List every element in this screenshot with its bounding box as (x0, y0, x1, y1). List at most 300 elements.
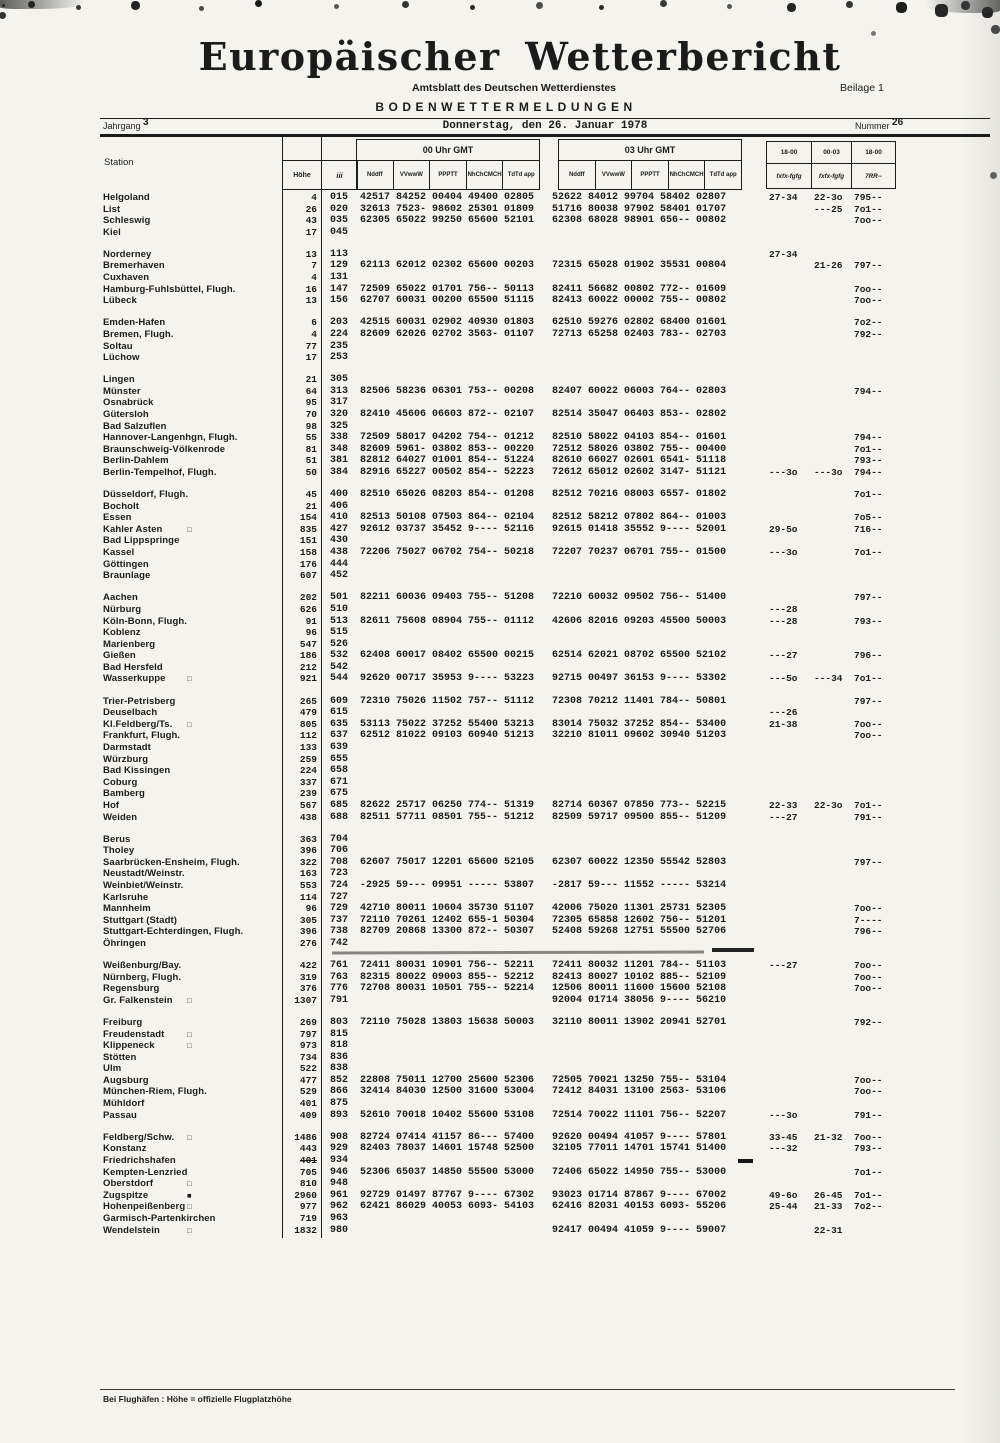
station-name: Augsburg (103, 1074, 149, 1086)
station-height: 7 (311, 260, 317, 272)
subcol-nddff: Nddff (558, 160, 596, 190)
table-row (0, 421, 1000, 433)
nummer (855, 117, 904, 132)
station-symbol: □ (187, 1225, 192, 1235)
wind-18-00: ---26 (769, 707, 798, 719)
precip-18-00: 7oo-- (854, 1086, 883, 1098)
obs-data: 203 42515 60031 02902 40930 01803 62510 59276 02802 68400 01601 (330, 317, 727, 329)
table-row (0, 1143, 1000, 1155)
wind-18-00: ---27 (769, 811, 798, 823)
precip-18-00: 793-- (854, 455, 883, 467)
wind-18-00: 49-6o (769, 1189, 798, 1201)
station-symbol: □ (187, 524, 192, 534)
wind-00-03: 21-32 (814, 1131, 843, 1143)
station-name: Stötten (103, 1051, 137, 1063)
issue-date: Donnerstag, den 26. Januar 1978 (442, 120, 648, 132)
subcolumns-03utc (558, 160, 742, 190)
station-height: 322 (299, 856, 317, 868)
wind-18-00: ---27 (769, 960, 798, 972)
precip-18-00: 7oo-- (854, 295, 883, 307)
station-height: 21 (305, 500, 317, 512)
station-height: 547 (299, 638, 317, 650)
station-height: 567 (299, 799, 317, 811)
table-row (0, 845, 1000, 857)
station-name: Köln-Bonn, Flugh. (103, 615, 188, 627)
table-row (0, 868, 1000, 880)
station-name: Weiden (103, 811, 138, 823)
station-height: 719 (299, 1212, 317, 1224)
table-row (0, 1052, 1000, 1064)
table-row (0, 650, 1000, 662)
station-height: 973 (299, 1040, 317, 1052)
station-height: 396 (299, 845, 317, 857)
station-name: Karlsruhe (103, 891, 149, 903)
obs-data: 658 (330, 765, 349, 777)
obs-data: 410 82513 50108 07503 864-- 02104 82512 58212 07802 864-- 01003 (330, 512, 727, 524)
station-symbol: □ (187, 674, 192, 684)
station-name: Cuxhaven (103, 272, 150, 284)
code-7rr: 7RR-- (852, 163, 896, 189)
table-row (0, 432, 1000, 444)
obs-data: 866 32414 84030 12500 31600 53004 72412 84031 13100 2563- 53106 (330, 1086, 727, 1098)
station-name: Hamburg-Fuhlsbüttel, Flugh. (103, 283, 236, 295)
obs-data: 980 92417 00494 41059 9---- 59007 (330, 1224, 727, 1236)
station-height: 805 (299, 718, 317, 730)
obs-data: 609 72310 75026 11502 757-- 51112 72308 70212 11401 784-- 50801 (330, 695, 727, 707)
table-row (0, 719, 1000, 731)
table-row (0, 788, 1000, 800)
station-height: 70 (305, 409, 317, 420)
station-height: 259 (299, 753, 317, 765)
station-height: 176 (299, 558, 317, 570)
station-height: 443 (299, 1143, 317, 1155)
precip-18-00: 797-- (854, 260, 883, 272)
station-height: 607 (299, 570, 317, 582)
station-name: Nürnberg, Flugh. (103, 971, 182, 983)
obs-data: 637 62512 81022 09103 60940 51213 32210 81011 09602 30940 51203 (330, 730, 727, 742)
station-block (0, 1132, 1000, 1236)
station-height: 26 (305, 203, 317, 215)
station-height: 81 (305, 443, 317, 455)
obs-data: 688 82511 57711 08501 755-- 51212 82509 59717 09500 855-- 51209 (330, 811, 727, 823)
table-row (0, 1178, 1000, 1190)
nummer-label: Nummer (855, 121, 890, 131)
wind-18-00: ---27 (769, 650, 798, 662)
station-name: Mühldorf (103, 1098, 145, 1110)
table-row (0, 489, 1000, 501)
station-name: Gütersloh (103, 409, 149, 420)
obs-data: 685 82622 25717 06250 774-- 51319 82714 60367 07850 773-- 52215 (330, 799, 727, 811)
station-name: Bad Kissingen (103, 765, 171, 777)
station-height: 95 (305, 397, 317, 409)
station-name: Regensburg (103, 983, 160, 995)
obs-data: 818 (330, 1040, 349, 1052)
table-row (0, 1098, 1000, 1110)
table-row (0, 341, 1000, 353)
precip-18-00: 7o1-- (854, 673, 883, 685)
station-height: 77 (305, 340, 317, 352)
station-name: Kl.Feldberg/Ts. (103, 718, 173, 730)
obs-data: 946 52306 65037 14850 55500 53000 72406 65022 14950 755-- 53000 (330, 1166, 727, 1178)
obs-data: 235 (330, 340, 349, 352)
station-name: Schleswig (103, 215, 151, 227)
wind-18-00: ---3o (769, 1109, 798, 1121)
station-height: 112 (299, 730, 317, 742)
station-name: Kassel (103, 547, 135, 559)
station-height: 363 (299, 833, 317, 845)
jahrgang-value: 3 (143, 117, 149, 128)
table-row (0, 227, 1000, 239)
obs-data: 325 (330, 420, 349, 432)
wind-18-00: ---28 (769, 615, 798, 627)
station-height: 276 (299, 937, 317, 949)
station-name: Stuttgart-Echterdingen, Flugh. (103, 926, 244, 938)
precip-18-00: 7oo-- (854, 983, 883, 995)
station-height: 422 (299, 960, 317, 972)
station-name: Wendelstein (103, 1224, 160, 1236)
table-row (0, 1029, 1000, 1041)
obs-data: 113 (330, 248, 349, 260)
obs-data: 544 92620 00717 35953 9---- 53223 92715 00497 36153 9---- 53302 (330, 673, 727, 685)
station-height: 13 (305, 295, 317, 307)
obs-data: 400 82510 65026 08203 854-- 01208 82512 70216 08003 6557- 01802 (330, 489, 727, 501)
table-row (0, 915, 1000, 927)
table-row (0, 1213, 1000, 1225)
precip-18-00: 794-- (854, 466, 883, 478)
obs-data: 675 (330, 788, 349, 800)
station-name: Berus (103, 833, 131, 845)
group-header-03utc (558, 139, 742, 161)
table-row (0, 742, 1000, 754)
station-symbol: □ (187, 719, 192, 729)
precip-18-00: 7o1-- (854, 1189, 883, 1201)
obs-data: 015 42517 84252 00404 49400 02805 52622 84012 99704 58402 02807 (330, 192, 727, 203)
station-name: Frankfurt, Flugh. (103, 730, 181, 742)
obs-data: 761 72411 80031 10901 756-- 52211 72411 80032 11201 784-- 51103 (330, 960, 727, 972)
obs-data: 035 62305 65022 99250 65600 52101 62308 68028 98901 656-- 00802 (330, 215, 727, 227)
table-row (0, 455, 1000, 467)
station-symbol: □ (187, 1041, 192, 1051)
station-height: 16 (305, 283, 317, 295)
station-height: 921 (299, 673, 317, 685)
station-name: Lingen (103, 374, 135, 386)
station-height: 4 (311, 328, 317, 340)
table-row (0, 1201, 1000, 1213)
table-row (0, 834, 1000, 846)
obs-data: 639 (330, 741, 349, 753)
station-table-body (0, 192, 1000, 1247)
station-name: Münster (103, 385, 141, 397)
table-row (0, 1110, 1000, 1122)
subcol-tdtd: TdTd app (705, 160, 742, 190)
station-height: 21 (305, 374, 317, 386)
station-name: Bremerhaven (103, 260, 165, 272)
table-row (0, 627, 1000, 639)
station-name: Emden-Hafen (103, 317, 166, 329)
station-block (0, 592, 1000, 685)
station-height: 797 (299, 1028, 317, 1040)
jahrgang-label: Jahrgang (103, 121, 141, 131)
wind-00-03: 22-3o (814, 192, 843, 203)
wind-18-00: ---3o (769, 466, 798, 478)
table-row (0, 467, 1000, 479)
precip-18-00: 7o1-- (854, 799, 883, 811)
wind-18-00: 22-33 (769, 799, 798, 811)
table-row (0, 272, 1000, 284)
obs-data: 724 -2925 59--- 09951 ----- 53807 -2817 59--- 11552 ----- 53214 (330, 879, 727, 891)
station-block (0, 696, 1000, 824)
obs-data: 320 82410 45606 06603 872-- 02107 82514 35047 06403 853-- 02802 (330, 409, 727, 420)
obs-data: 131 (330, 272, 349, 284)
station-name: Wasserkuppe (103, 673, 166, 685)
station-name: Norderney (103, 248, 152, 260)
obs-data: 348 82609 5961- 03802 853-- 00220 72512 58026 03802 755-- 00400 (330, 443, 727, 455)
obs-data: 156 62707 60031 00200 65500 51115 82413 60022 00002 755-- 00802 (330, 295, 727, 307)
station-name: Passau (103, 1109, 137, 1121)
precip-18-00: 7oo-- (854, 283, 883, 295)
station-name: Bremen, Flugh. (103, 328, 174, 340)
table-row (0, 295, 1000, 307)
station-height: 977 (299, 1201, 317, 1213)
station-height: 1832 (294, 1224, 317, 1236)
table-row (0, 386, 1000, 398)
station-name: Konstanz (103, 1143, 147, 1155)
table-row (0, 673, 1000, 685)
precip-18-00: 7o1-- (854, 489, 883, 501)
precip-18-00: 797-- (854, 695, 883, 707)
obs-data: 727 (330, 891, 349, 903)
station-name: Darmstadt (103, 741, 151, 753)
beilage-label: Beilage 1 (840, 82, 884, 94)
station-name: Feldberg/Schw. (103, 1131, 175, 1143)
precip-18-00: 792-- (854, 1016, 883, 1028)
station-name: Weinbiet/Weinstr. (103, 879, 184, 891)
station-height: 626 (299, 603, 317, 615)
station-block (0, 374, 1000, 478)
table-row (0, 938, 1000, 950)
table-row (0, 730, 1000, 742)
right-columns-code-headers (766, 163, 896, 189)
subcol-tdtd: TdTd app (503, 160, 540, 190)
station-height: 133 (299, 741, 317, 753)
table-row (0, 754, 1000, 766)
table-row (0, 1063, 1000, 1075)
obs-data: 501 82211 60036 09403 755-- 51208 72210 60032 09502 756-- 51400 (330, 592, 727, 604)
subcol-clouds: NhChCMCH (467, 160, 504, 190)
table-row (0, 524, 1000, 536)
obs-data: 791 92004 01714 38056 9---- 56210 (330, 994, 727, 1006)
station-name: Osnabrück (103, 397, 154, 409)
station-height: 114 (299, 891, 317, 903)
obs-data: 738 82709 20868 13300 872-- 50307 52408 59268 12751 55500 52706 (330, 926, 727, 938)
station-name: München-Riem, Flugh. (103, 1086, 207, 1098)
station-name: Hohenpeißenberg (103, 1201, 186, 1213)
precip-18-00: 791-- (854, 811, 883, 823)
subtitle: Amtsblatt des Deutschen Wetterdienstes (411, 82, 617, 94)
station-height: 51 (305, 455, 317, 467)
station-name: Koblenz (103, 627, 141, 639)
station-height: 705 (299, 1166, 317, 1178)
obs-data: 444 (330, 558, 349, 570)
station-height: 6 (311, 317, 317, 329)
station-name: Ulm (103, 1063, 122, 1075)
table-row (0, 1132, 1000, 1144)
table-row (0, 812, 1000, 824)
station-height: 158 (299, 547, 317, 559)
obs-data: 723 (330, 868, 349, 880)
precip-18-00: 7o1-- (854, 547, 883, 559)
station-name: Trier-Petrisberg (103, 695, 176, 707)
table-row (0, 983, 1000, 995)
station-block (0, 317, 1000, 363)
table-row (0, 1167, 1000, 1179)
precip-18-00: 7oo-- (854, 903, 883, 915)
subcolumns-00utc (356, 160, 540, 190)
station-name: Lüchow (103, 352, 140, 364)
station-name: Braunschweig-Völkenrode (103, 443, 226, 455)
station-name: Kempten-Lenzried (103, 1166, 188, 1178)
obs-data: 742 (330, 937, 349, 949)
obs-data: 045 (330, 226, 349, 238)
obs-data: 708 62607 75017 12201 65600 52105 62307 60022 12350 55542 52803 (330, 856, 727, 868)
obs-data: 963 (330, 1212, 349, 1224)
station-height: 91 (305, 615, 317, 627)
table-row (0, 352, 1000, 364)
station-block (0, 489, 1000, 582)
nummer-value: 26 (892, 117, 904, 128)
obs-data: 615 (330, 707, 349, 719)
scan-smudge-top-left (0, 0, 85, 9)
wind-00-03: 22-31 (814, 1224, 843, 1236)
station-block (0, 1017, 1000, 1121)
wind-00-03: 21-26 (814, 260, 843, 272)
divider-thin (100, 118, 990, 119)
station-height: 1307 (294, 994, 317, 1006)
obs-data: 838 (330, 1063, 349, 1075)
table-row (0, 777, 1000, 789)
table-row (0, 249, 1000, 261)
table-row (0, 960, 1000, 972)
table-row (0, 1075, 1000, 1087)
station-height: 64 (305, 385, 317, 397)
wind-00-03: ---25 (814, 203, 843, 215)
obs-data: 893 52610 70018 10402 55600 53108 72514 70022 11101 756-- 52207 (330, 1109, 727, 1121)
obs-data: 532 62408 60017 08402 65500 00215 62514 62021 08702 65500 52102 (330, 650, 727, 662)
precip-18-00: 7oo-- (854, 730, 883, 742)
table-row (0, 800, 1000, 812)
station-name: Klippeneck (103, 1040, 155, 1052)
wind-18-00: 27-34 (769, 248, 798, 260)
station-name: Friedrichshafen (103, 1154, 176, 1166)
station-name: Marienberg (103, 638, 156, 650)
obs-data: 542 (330, 661, 349, 673)
station-name: Nürburg (103, 603, 142, 615)
station-name: Neustadt/Weinstr. (103, 868, 185, 880)
station-height: 13 (305, 248, 317, 260)
subcol-vvwww: VVwwW (596, 160, 633, 190)
station-height: 151 (299, 535, 317, 547)
table-row (0, 662, 1000, 674)
obs-data: 305 (330, 374, 349, 386)
divider-thick (100, 134, 990, 137)
obs-data: 510 (330, 603, 349, 615)
table-row (0, 1190, 1000, 1202)
group-03-label: 03 Uhr GMT (624, 145, 676, 155)
station-height: 269 (299, 1016, 317, 1028)
precip-18-00: 795-- (854, 192, 883, 203)
subcol-vvwww: VVwwW (394, 160, 431, 190)
station-height: 734 (299, 1051, 317, 1063)
table-row (0, 192, 1000, 204)
precip-18-00: 797-- (854, 592, 883, 604)
table-row (0, 501, 1000, 513)
obs-data: 635 53113 75022 37252 55400 53213 83014 75032 37252 854-- 53400 (330, 718, 727, 730)
wind-00-03: 22-3o (814, 799, 843, 811)
station-height: 154 (299, 512, 317, 524)
wind-00-03: 21-33 (814, 1201, 843, 1213)
station-height: 43 (305, 215, 317, 227)
station-symbol: □ (187, 995, 192, 1005)
station-name: Bad Salzuflen (103, 420, 167, 432)
group-00-label: 00 Uhr GMT (422, 145, 474, 155)
column-header-station: Station (104, 157, 134, 168)
station-name: Braunlage (103, 570, 151, 582)
obs-data: 908 82724 07414 41157 86--- 57400 92620 00494 41057 9---- 57801 (330, 1131, 727, 1143)
precip-18-00: 7oo-- (854, 718, 883, 730)
station-name: Mannheim (103, 903, 151, 915)
station-height: 438 (299, 811, 317, 823)
precip-18-00: 793-- (854, 1143, 883, 1155)
wind-18-00: ---28 (769, 603, 798, 615)
table-row (0, 444, 1000, 456)
table-row (0, 765, 1000, 777)
period-00-03: 00-03 (812, 141, 852, 164)
precip-18-00: 7oo-- (854, 215, 883, 227)
table-row (0, 1086, 1000, 1098)
station-name: Weißenburg/Bay. (103, 960, 182, 972)
station-name: Stuttgart (Stadt) (103, 914, 177, 926)
precip-18-00: 791-- (854, 1109, 883, 1121)
station-name: Coburg (103, 776, 138, 788)
table-row (0, 559, 1000, 571)
station-height: 186 (299, 650, 317, 662)
obs-data: 384 82916 65227 00502 854-- 52223 72612 65012 02602 3147- 51121 (330, 466, 727, 478)
precip-18-00: 7o5-- (854, 512, 883, 524)
station-name: Gr. Falkenstein (103, 994, 173, 1006)
column-header-iii (321, 160, 358, 190)
obs-data: 438 72206 75027 06702 754-- 50218 72207 70237 06701 755-- 01500 (330, 547, 727, 559)
wind-18-00: 27-34 (769, 192, 798, 203)
precip-18-00: 7---- (854, 914, 883, 926)
station-name: Saarbrücken-Ensheim, Flugh. (103, 856, 240, 868)
precip-18-00: 7o1-- (854, 443, 883, 455)
table-row (0, 696, 1000, 708)
obs-data: 852 22808 75011 12700 25600 52306 72505 70021 13250 755-- 53104 (330, 1074, 727, 1086)
precip-18-00: 7o1-- (854, 1166, 883, 1178)
table-row (0, 409, 1000, 421)
station-name: Bad Hersfeld (103, 661, 163, 673)
obs-data: 655 (330, 753, 349, 765)
station-name: Aachen (103, 592, 138, 604)
station-height: 45 (305, 489, 317, 501)
table-row (0, 604, 1000, 616)
station-height: 224 (299, 765, 317, 777)
table-row (0, 1225, 1000, 1237)
obs-data: 452 (330, 570, 349, 582)
precip-18-00: 7o1-- (854, 203, 883, 215)
table-row (0, 570, 1000, 582)
station-block (0, 834, 1000, 950)
